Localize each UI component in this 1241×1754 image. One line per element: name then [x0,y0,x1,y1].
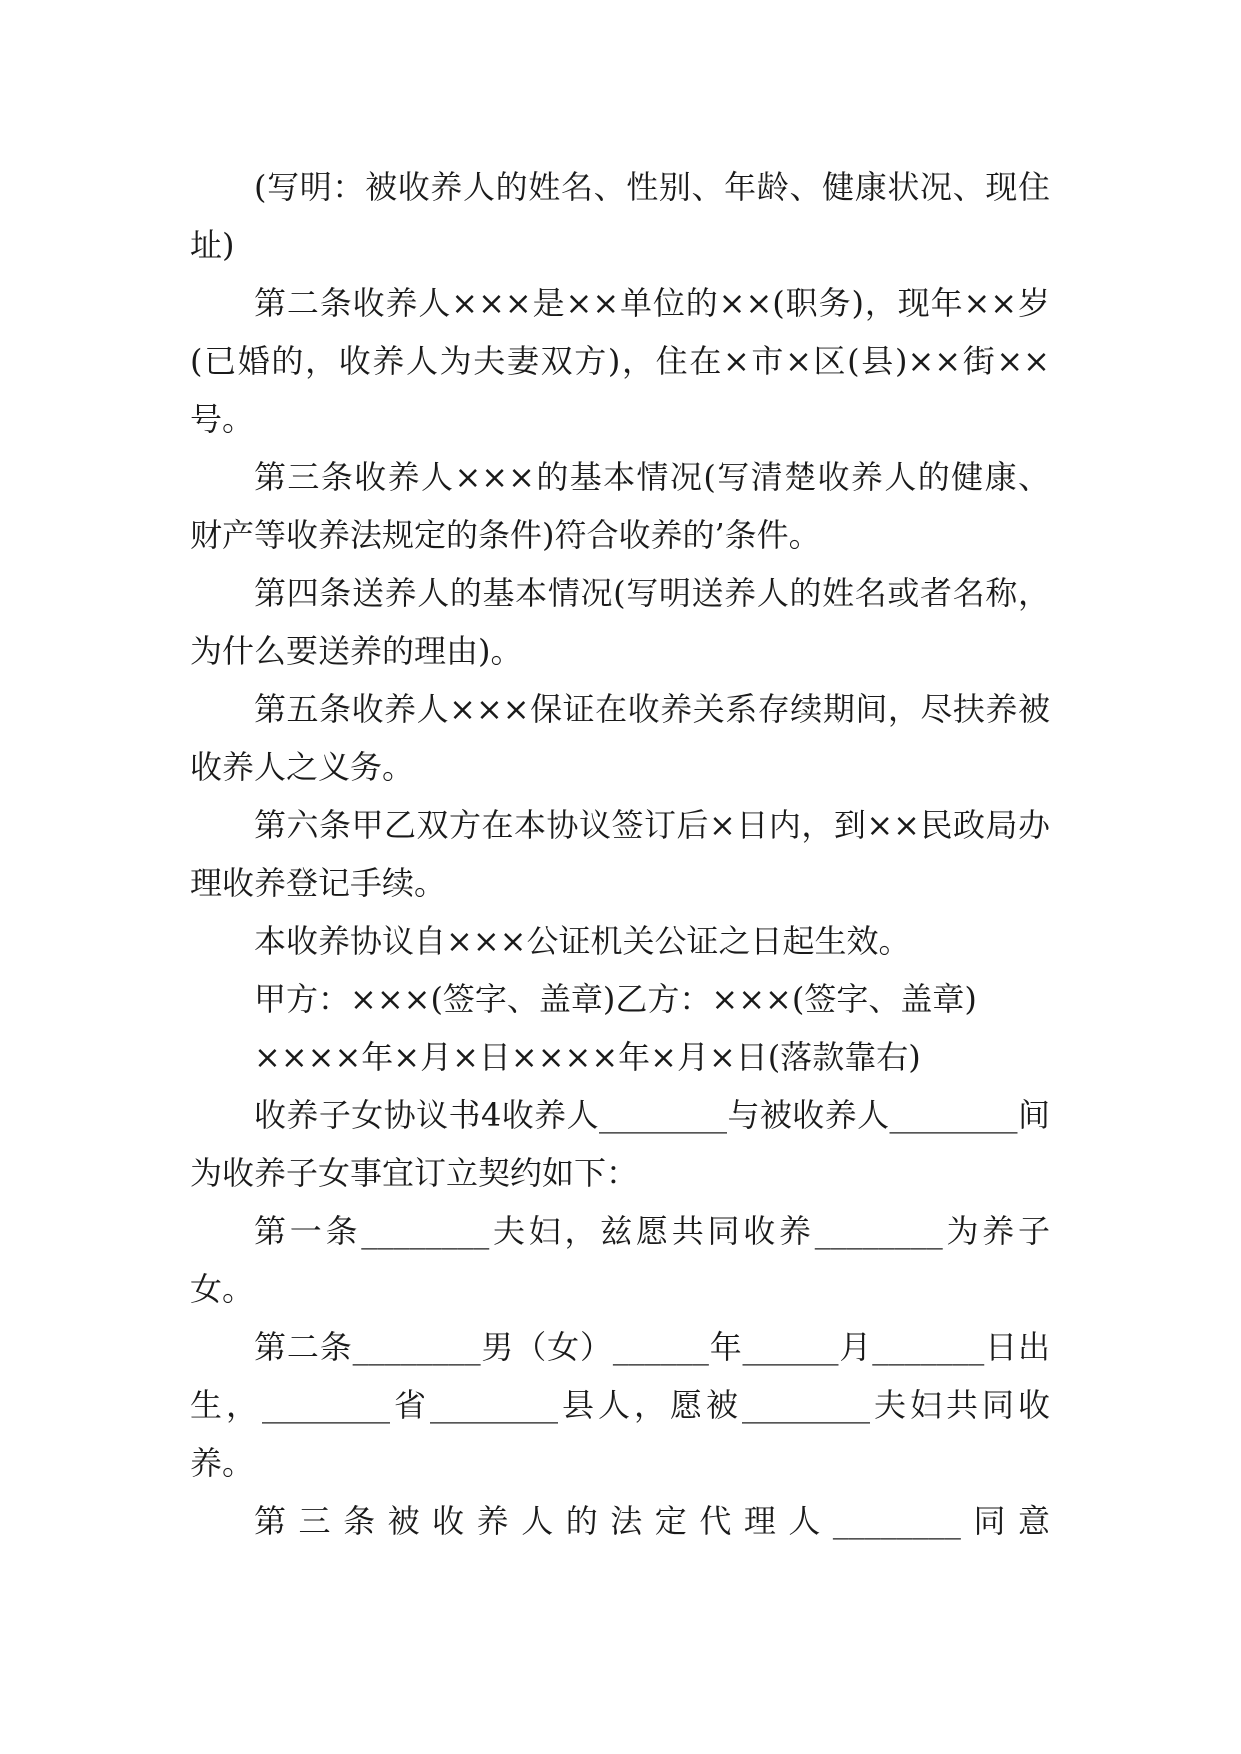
paragraph-dates: ××××年×月×日××××年×月×日(落款靠右) [254,1038,921,1076]
paragraph-effective-clause: 本收养协议自×××公证机关公证之日起生效。 [254,922,911,960]
paragraph-agreement-4-article-2: 第二条________男（女）______年______月_______日出生，________省________县人，愿被________夫妇共同收养。 [190,1328,1050,1482]
paragraph-article-4: 第四条送养人的基本情况(写明送养人的姓名或者名称，为什么要送养的理由)。 [190,574,1050,670]
paragraph-agreement-4-article-3: 第三条被收养人的法定代理人________同意 [254,1502,1050,1540]
paragraph-article-6: 第六条甲乙双方在本协议签订后×日内，到××民政局办理收养登记手续。 [190,806,1050,902]
paragraph-article-3: 第三条收养人×××的基本情况(写清楚收养人的健康、财产等收养法规定的条件)符合收养的’条件。 [190,458,1050,554]
document-body [190,158,1050,1550]
paragraph-adoptee-info-note: (写明：被收养人的姓名、性别、年龄、健康状况、现住址) [190,168,1050,264]
paragraph-agreement-4-intro: 收养子女协议书4收养人________与被收养人________间为收养子女事宜订立契约如下： [190,1096,1050,1192]
paragraph-signatures: 甲方：×××(签字、盖章)乙方：×××(签字、盖章) [254,980,977,1018]
paragraph-article-2: 第二条收养人×××是××单位的××(职务)，现年××岁(已婚的，收养人为夫妻双方)，住在×市×区(县)××街××号。 [190,284,1050,438]
paragraph-agreement-4-article-1: 第一条________夫妇，兹愿共同收养________为养子女。 [190,1212,1050,1308]
paragraph-article-5: 第五条收养人×××保证在收养关系存续期间，尽扶养被收养人之义务。 [190,690,1050,786]
